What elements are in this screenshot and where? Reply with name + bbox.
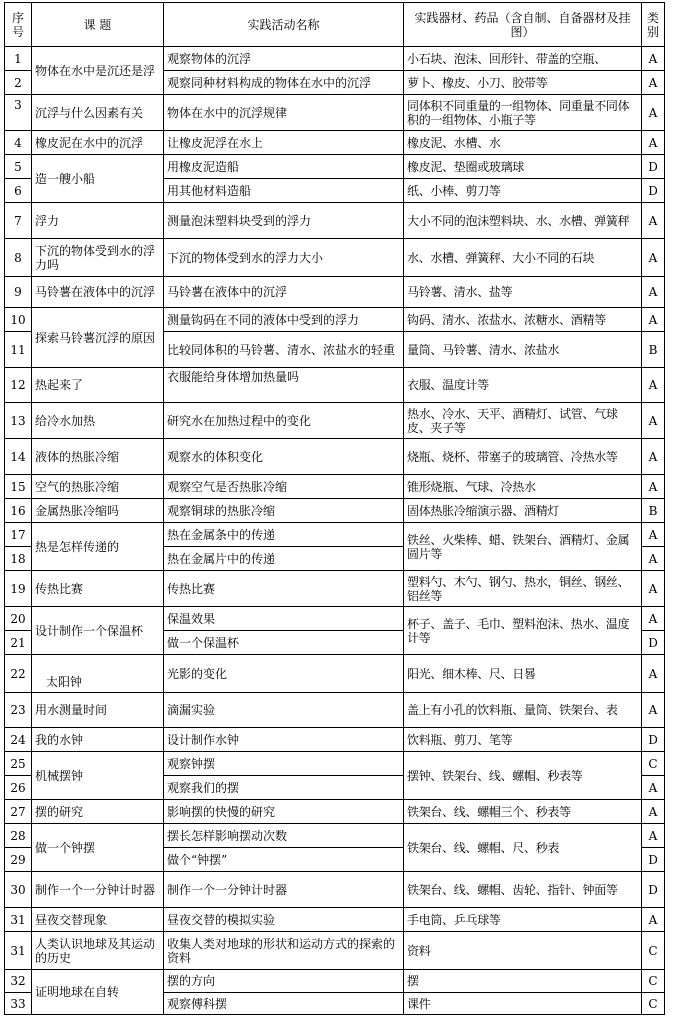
row-materials: 铁架台、线、螺帽三个、秒表等 [404, 800, 642, 824]
table-row [5, 970, 665, 993]
row-category: B [642, 499, 665, 523]
row-category: D [642, 179, 665, 203]
row-category: D [642, 155, 665, 179]
row-materials: 纸、小棒、剪刀等 [404, 179, 642, 203]
header-materials: 实践器材、药品（含自制、自备器材及挂图） [404, 3, 642, 47]
row-category: A [642, 277, 665, 308]
table-row [5, 800, 665, 824]
row-category: A [642, 776, 665, 800]
row-num: 13 [5, 403, 32, 439]
row-materials: 盖上有小孔的饮料瓶、量筒、铁架台、表 [404, 693, 642, 728]
row-activity: 制作一个一分钟计时器 [164, 872, 404, 908]
row-category: C [642, 993, 665, 1015]
row-activity: 设计制作水钟 [164, 728, 404, 752]
row-topic: 太阳钟 [32, 655, 164, 693]
row-topic: 设计制作一个保温杯 [32, 607, 164, 655]
row-activity: 热在金属条中的传递 [164, 523, 404, 547]
row-materials: 固体热胀冷缩演示器、酒精灯 [404, 499, 642, 523]
row-category: A [642, 47, 665, 71]
row-materials: 铁丝、火柴棒、蜡、铁架台、酒精灯、金属圆片等 [404, 523, 642, 571]
row-topic: 沉浮与什么因素有关 [32, 95, 164, 131]
table-row [5, 693, 665, 728]
row-materials: 课件 [404, 993, 642, 1015]
table-header-row [5, 3, 665, 47]
row-num: 11 [5, 332, 32, 368]
row-activity: 摆长怎样影响摆动次数 [164, 824, 404, 848]
row-topic: 浮力 [32, 203, 164, 239]
row-activity: 下沉的物体受到水的浮力大小 [164, 239, 404, 277]
row-num: 9 [5, 277, 32, 308]
row-category: A [642, 824, 665, 848]
row-num: 20 [5, 607, 32, 631]
header-topic-label: 课 题 [83, 17, 112, 32]
row-topic: 机械摆钟 [32, 752, 164, 800]
row-num: 31 [5, 932, 32, 970]
row-num: 26 [5, 776, 32, 800]
row-materials: 摆 [404, 970, 642, 993]
row-materials: 马铃薯、清水、盐等 [404, 277, 642, 308]
table-row [5, 95, 665, 131]
row-activity: 滴漏实验 [164, 693, 404, 728]
row-materials: 橡皮泥、垫圈或玻璃球 [404, 155, 642, 179]
row-topic: 制作一个一分钟计时器 [32, 872, 164, 908]
header-num: 序号 [5, 3, 32, 47]
row-materials: 热水、冷水、天平、酒精灯、试管、气球皮、夹子等 [404, 403, 642, 439]
row-num: 14 [5, 439, 32, 475]
row-activity: 观察空气是否热胀冷缩 [164, 475, 404, 499]
row-num: 8 [5, 239, 32, 277]
row-topic: 证明地球在自转 [32, 970, 164, 1015]
row-materials: 资料 [404, 932, 642, 970]
row-num: 17 [5, 523, 32, 547]
row-materials: 塑料勺、木勺、钢勺、热水，铜丝、钢丝、铝丝等 [404, 571, 642, 607]
row-topic: 昼夜交替现象 [32, 908, 164, 932]
table-row [5, 752, 665, 776]
row-topic: 物体在水中是沉还是浮 [32, 47, 164, 95]
row-materials: 钩码、清水、浓盐水、浓糖水、酒精等 [404, 308, 642, 332]
row-activity: 热在金属片中的传递 [164, 547, 404, 571]
row-category: A [642, 71, 665, 95]
row-num: 29 [5, 848, 32, 872]
table-row [5, 155, 665, 179]
table-row [5, 308, 665, 332]
row-category: C [642, 752, 665, 776]
row-topic: 用水测量时间 [32, 693, 164, 728]
table-row [5, 728, 665, 752]
table-row [5, 277, 665, 308]
row-activity: 观察物体的沉浮 [164, 47, 404, 71]
row-category: A [642, 368, 665, 403]
table-row [5, 932, 665, 970]
row-activity: 观察傅科摆 [164, 993, 404, 1015]
row-category: A [642, 439, 665, 475]
row-activity: 物体在水中的沉浮规律 [164, 95, 404, 131]
row-materials: 大小不同的泡沫塑料块、水、水槽、弹簧秤 [404, 203, 642, 239]
row-materials: 饮料瓶、剪刀、笔等 [404, 728, 642, 752]
row-materials: 量筒、马铃薯、清水、浓盐水 [404, 332, 642, 368]
row-activity: 做个“钟摆” [164, 848, 404, 872]
row-category: A [642, 571, 665, 607]
table-row [5, 499, 665, 523]
row-materials: 杯子、盖子、毛巾、塑料泡沫、热水、温度计等 [404, 607, 642, 655]
row-activity: 保温效果 [164, 607, 404, 631]
row-category: A [642, 131, 665, 155]
row-num: 24 [5, 728, 32, 752]
row-topic: 传热比赛 [32, 571, 164, 607]
row-activity: 观察铜球的热胀冷缩 [164, 499, 404, 523]
table-row [5, 607, 665, 631]
table-row [5, 368, 665, 403]
table-row [5, 403, 665, 439]
row-activity: 观察同种材料构成的物体在水中的沉浮 [164, 71, 404, 95]
table-row [5, 131, 665, 155]
row-topic: 空气的热胀冷缩 [32, 475, 164, 499]
row-topic: 人类认识地球及其运动的历史 [32, 932, 164, 970]
row-activity: 测量钩码在不同的液体中受到的浮力 [164, 308, 404, 332]
row-category: D [642, 872, 665, 908]
row-topic: 给冷水加热 [32, 403, 164, 439]
row-num: 21 [5, 631, 32, 655]
row-num: 19 [5, 571, 32, 607]
row-num: 2 [5, 71, 32, 95]
row-materials: 烧瓶、烧杯、带塞子的玻璃管、冷热水等 [404, 439, 642, 475]
table-row [5, 475, 665, 499]
row-category: A [642, 95, 665, 131]
header-topic [32, 3, 164, 47]
row-num: 31 [5, 908, 32, 932]
row-num: 27 [5, 800, 32, 824]
row-materials: 阳光、细木棒、尺、日晷 [404, 655, 642, 693]
table-row [5, 523, 665, 547]
row-num: 3 [5, 95, 32, 131]
row-num: 22 [5, 655, 32, 693]
row-category: D [642, 728, 665, 752]
row-num: 5 [5, 155, 32, 179]
row-activity: 影响摆的快慢的研究 [164, 800, 404, 824]
row-materials: 手电筒、乒乓球等 [404, 908, 642, 932]
row-activity: 收集人类对地球的形状和运动方式的探索的资料 [164, 932, 404, 970]
row-activity: 观察钟摆 [164, 752, 404, 776]
row-materials: 橡皮泥、水槽、水 [404, 131, 642, 155]
row-category: A [642, 523, 665, 547]
row-topic: 热是怎样传递的 [32, 523, 164, 571]
row-materials: 锥形烧瓶、气球、冷热水 [404, 475, 642, 499]
row-num: 4 [5, 131, 32, 155]
row-topic: 液体的热胀冷缩 [32, 439, 164, 475]
row-num: 25 [5, 752, 32, 776]
row-category: A [642, 308, 665, 332]
row-activity: 观察我们的摆 [164, 776, 404, 800]
row-topic: 探索马铃薯沉浮的原因 [32, 308, 164, 368]
table-row [5, 908, 665, 932]
header-activity: 实践活动名称 [164, 3, 404, 47]
row-activity: 让橡皮泥浮在水上 [164, 131, 404, 155]
row-category: A [642, 693, 665, 728]
table-row [5, 203, 665, 239]
table-row [5, 47, 665, 71]
row-category: D [642, 848, 665, 872]
row-materials: 小石块、泡沫、回形针、带盖的空瓶、 [404, 47, 642, 71]
row-category: A [642, 475, 665, 499]
row-topic: 橡皮泥在水中的沉浮 [32, 131, 164, 155]
row-num: 7 [5, 203, 32, 239]
row-topic: 金属热胀冷缩吗 [32, 499, 164, 523]
table-row [5, 872, 665, 908]
row-materials: 衣服、温度计等 [404, 368, 642, 403]
row-category: C [642, 970, 665, 993]
row-activity: 做一个保温杯 [164, 631, 404, 655]
row-materials: 铁架台、线、螺帽、齿轮、指针、钟面等 [404, 872, 642, 908]
row-num: 1 [5, 47, 32, 71]
row-num: 28 [5, 824, 32, 848]
row-activity: 测量泡沫塑料块受到的浮力 [164, 203, 404, 239]
row-category: C [642, 932, 665, 970]
table-row [5, 571, 665, 607]
row-num: 15 [5, 475, 32, 499]
row-activity: 传热比赛 [164, 571, 404, 607]
row-materials: 萝卜、橡皮、小刀、胶带等 [404, 71, 642, 95]
table-row [5, 439, 665, 475]
activity-table [4, 2, 665, 1015]
row-topic: 做一个钟摆 [32, 824, 164, 872]
row-topic: 马铃薯在液体中的沉浮 [32, 277, 164, 308]
row-category: A [642, 800, 665, 824]
row-num: 10 [5, 308, 32, 332]
row-num: 18 [5, 547, 32, 571]
row-category: A [642, 655, 665, 693]
row-num: 23 [5, 693, 32, 728]
row-activity: 昼夜交替的模拟实验 [164, 908, 404, 932]
row-num: 12 [5, 368, 32, 403]
row-activity: 摆的方向 [164, 970, 404, 993]
row-category: A [642, 908, 665, 932]
row-category: A [642, 607, 665, 631]
row-num: 6 [5, 179, 32, 203]
row-materials: 水、水槽、弹簧秤、大小不同的石块 [404, 239, 642, 277]
row-materials: 同体积不同重量的一组物体、同重量不同体积的一组物体、小瓶子等 [404, 95, 642, 131]
row-topic: 摆的研究 [32, 800, 164, 824]
row-category: D [642, 631, 665, 655]
row-category: B [642, 332, 665, 368]
row-num: 16 [5, 499, 32, 523]
row-activity: 比较同体积的马铃薯、清水、浓盐水的轻重 [164, 332, 404, 368]
row-materials: 摆钟、铁架台、线、螺帽、秒表等 [404, 752, 642, 800]
row-num: 33 [5, 993, 32, 1015]
table-row [5, 655, 665, 693]
row-topic: 下沉的物体受到水的浮力吗 [32, 239, 164, 277]
row-topic: 热起来了 [32, 368, 164, 403]
row-activity: 衣服能给身体增加热量吗 [164, 368, 404, 403]
row-activity: 马铃薯在液体中的沉浮 [164, 277, 404, 308]
row-activity: 光影的变化 [164, 655, 404, 693]
row-topic: 造一艘小船 [32, 155, 164, 203]
row-category: A [642, 239, 665, 277]
row-activity: 研究水在加热过程中的变化 [164, 403, 404, 439]
row-topic: 我的水钟 [32, 728, 164, 752]
row-activity: 用橡皮泥造船 [164, 155, 404, 179]
row-num: 32 [5, 970, 32, 993]
row-num: 30 [5, 872, 32, 908]
header-category: 类别 [642, 3, 665, 47]
row-activity: 用其他材料造船 [164, 179, 404, 203]
row-category: A [642, 403, 665, 439]
row-activity: 观察水的体积变化 [164, 439, 404, 475]
table-row [5, 824, 665, 848]
table-row [5, 239, 665, 277]
row-materials: 铁架台、线、螺帽、尺、秒表 [404, 824, 642, 872]
row-category: A [642, 547, 665, 571]
row-category: A [642, 203, 665, 239]
